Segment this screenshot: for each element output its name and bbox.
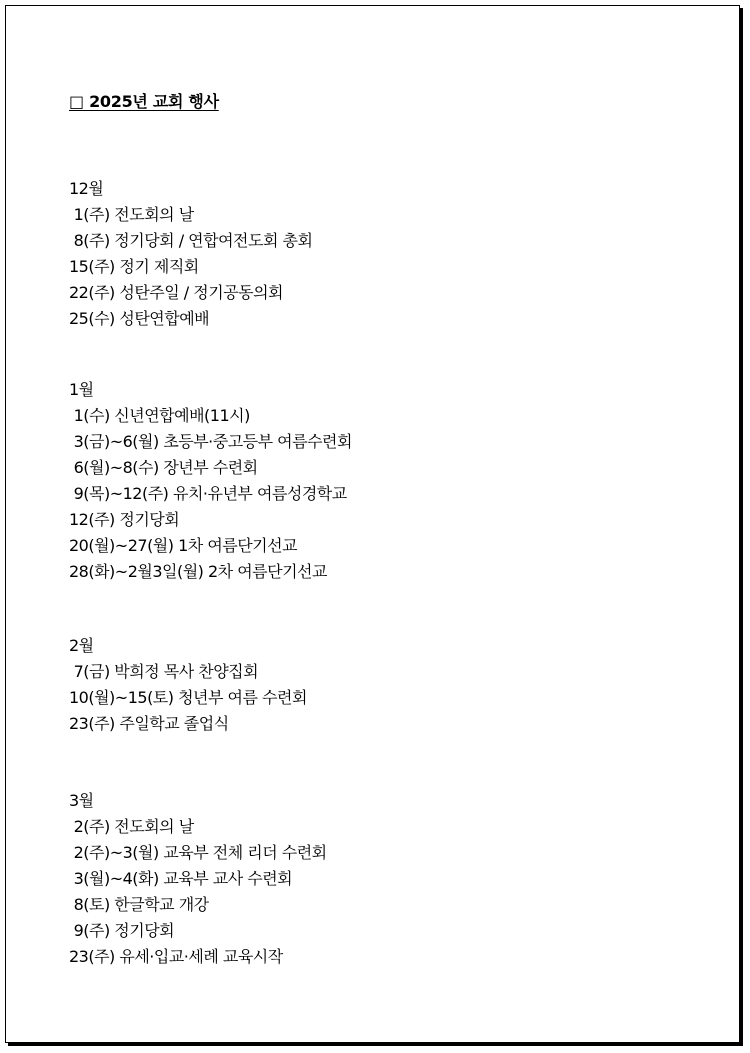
event-item: 22(주) 성탄주일 / 정기공동의회 xyxy=(69,283,284,302)
event-item: 1(주) 전도회의 날 xyxy=(69,205,194,224)
event-item: 15(주) 정기 제직회 xyxy=(69,257,199,276)
event-item: 8(주) 정기당회 / 연합여전도회 총회 xyxy=(69,231,313,250)
month-heading: 2월 xyxy=(69,636,94,655)
event-item: 9(주) 정기당회 xyxy=(69,921,175,940)
event-item: 10(월)~15(토) 청년부 여름 수련회 xyxy=(69,688,307,707)
event-item: 8(토) 한글학교 개강 xyxy=(69,895,209,914)
month-heading: 1월 xyxy=(69,380,94,399)
event-item: 1(수) 신년연합예배(11시) xyxy=(69,406,250,425)
month-section-march xyxy=(69,788,327,970)
event-item: 3(월)~4(화) 교육부 교사 수련회 xyxy=(69,869,293,888)
document-page xyxy=(5,5,740,1043)
event-item: 2(주) 전도회의 날 xyxy=(69,817,194,836)
month-section-february xyxy=(69,633,307,737)
event-item: 20(월)~27(월) 1차 여름단기선교 xyxy=(69,536,298,555)
month-section-december xyxy=(69,176,312,332)
event-item: 12(주) 정기당회 xyxy=(69,510,180,529)
event-item: 23(주) 유세·입교·세례 교육시작 xyxy=(69,947,283,966)
event-item: 3(금)~6(월) 초등부·중고등부 여름수련회 xyxy=(69,432,352,451)
event-item: 7(금) 박희정 목사 찬양집회 xyxy=(69,662,259,681)
event-item: 2(주)~3(월) 교육부 전체 리더 수련회 xyxy=(69,843,327,862)
event-item: 9(목)~12(주) 유치·유년부 여름성경학교 xyxy=(69,484,347,503)
event-item: 6(월)~8(수) 장년부 수련회 xyxy=(69,458,258,477)
document-title: □ 2025년 교회 행사 xyxy=(69,92,219,111)
event-item: 25(수) 성탄연합예배 xyxy=(69,309,210,328)
event-item: 23(주) 주일학교 졸업식 xyxy=(69,714,229,733)
event-item: 28(화)~2월3일(월) 2차 여름단기선교 xyxy=(69,562,327,581)
month-heading: 12월 xyxy=(69,179,104,198)
month-heading: 3월 xyxy=(69,791,94,810)
month-section-january xyxy=(69,377,352,585)
